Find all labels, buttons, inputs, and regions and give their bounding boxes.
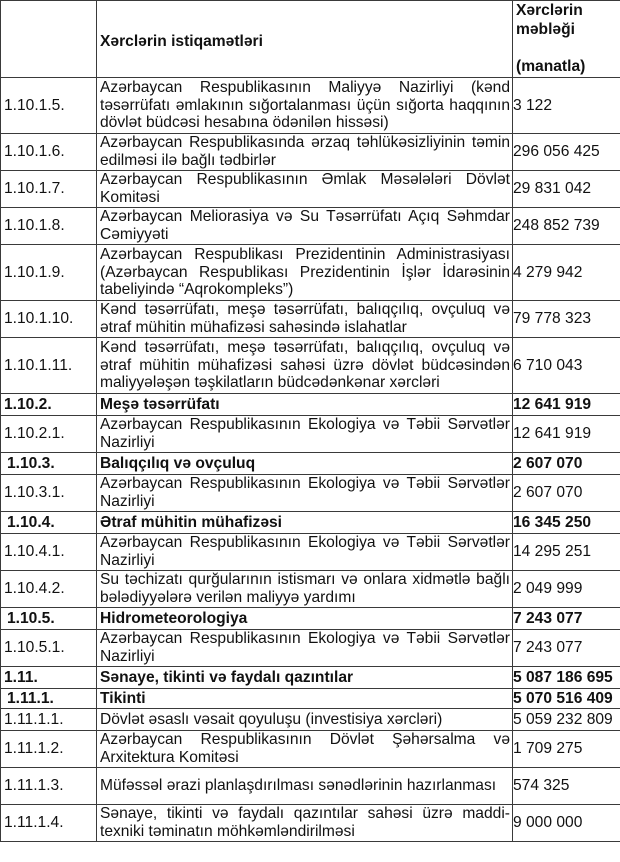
- row-amount: 5 087 186 695: [513, 667, 620, 689]
- table-section-row: [1, 512, 620, 534]
- table-section-row: [1, 689, 620, 709]
- table-section-row: [1, 667, 620, 689]
- row-description: Azərbaycan Respublikasının Ekologiya və Təbii Sərvətlər Nazirliyi: [97, 416, 513, 453]
- table-row: [1, 301, 620, 338]
- row-code: 1.10.4.: [1, 512, 97, 534]
- row-code: 1.10.3.: [1, 453, 97, 475]
- header-direction: Xərclərin istiqamətləri: [97, 1, 513, 78]
- row-amount: 574 325: [513, 768, 620, 805]
- row-description: Azərbaycan Respublikasının Ekologiya və Təbii Sərvətlər Nazirliyi: [97, 630, 513, 667]
- row-description: Azərbaycan Respublikasının Ekologiya və Təbii Sərvətlər Nazirliyi: [97, 534, 513, 571]
- row-amount: 29 831 042: [513, 171, 620, 208]
- row-description: Su təchizatı qurğularının istismarı və onlara xidmətlə bağlı bələdiyyələrə verilən maliyyə yardımı: [97, 571, 513, 608]
- table-row: [1, 416, 620, 453]
- row-description: Meşə təsərrüfatı: [97, 394, 513, 416]
- row-amount: 6 710 043: [513, 338, 620, 394]
- row-code: 1.10.1.5.: [1, 78, 97, 134]
- row-code: 1.10.1.7.: [1, 171, 97, 208]
- row-description: Azərbaycan Respublikasının Ekologiya və Təbii Sərvətlər Nazirliyi: [97, 475, 513, 512]
- header-amount-line1: Xərclərin: [516, 2, 583, 19]
- row-code: 1.10.1.11.: [1, 338, 97, 394]
- table-row: [1, 475, 620, 512]
- row-code: 1.10.1.10.: [1, 301, 97, 338]
- row-code: 1.10.1.9.: [1, 245, 97, 301]
- row-amount: 1 709 275: [513, 731, 620, 768]
- row-description: Kənd təsərrüfatı, meşə təsərrüfatı, balıqçılıq, ovçuluq və ətraf mühitin mühafizəsi sahəsində islahatlar: [97, 301, 513, 338]
- row-description: Azərbaycan Meliorasiya və Su Təsərrüfatı Açıq Səhmdar Cəmiyyəti: [97, 208, 513, 245]
- row-amount: 7 243 077: [513, 608, 620, 630]
- row-code: 1.10.5.1.: [1, 630, 97, 667]
- row-code: 1.11.1.: [1, 689, 97, 709]
- row-amount: 12 641 919: [513, 416, 620, 453]
- row-description: Azərbaycan Respublikası Prezidentinin Administrasiyası (Azərbaycan Respublikası Prezidentinin İşlər İdarəsinin tabeliyində “Aqrokompleks”): [97, 245, 513, 301]
- row-description: Sənaye, tikinti və faydalı qazıntılar sahəsi üzrə maddi-texniki təminatın möhkəmləndirilməsi: [97, 805, 513, 842]
- row-description: Sənaye, tikinti və faydalı qazıntılar: [97, 667, 513, 689]
- row-amount: 5 059 232 809: [513, 709, 620, 731]
- row-code: 1.10.4.2.: [1, 571, 97, 608]
- row-description: Azərbaycan Respublikasında ərzaq təhlükəsizliyinin təmin edilməsi ilə bağlı tədbirlər: [97, 134, 513, 171]
- table-section-row: [1, 453, 620, 475]
- table-row: [1, 134, 620, 171]
- row-code: 1.10.1.6.: [1, 134, 97, 171]
- row-code: 1.10.4.1.: [1, 534, 97, 571]
- table-row: [1, 171, 620, 208]
- row-code: 1.10.1.8.: [1, 208, 97, 245]
- row-amount: 5 070 516 409: [513, 689, 620, 709]
- table-row: [1, 630, 620, 667]
- row-code: 1.11.1.1.: [1, 709, 97, 731]
- row-amount: 4 279 942: [513, 245, 620, 301]
- row-description: Balıqçılıq və ovçuluq: [97, 453, 513, 475]
- table-row: [1, 338, 620, 394]
- row-code: 1.11.1.4.: [1, 805, 97, 842]
- row-amount: 2 607 070: [513, 453, 620, 475]
- row-amount: 248 852 739: [513, 208, 620, 245]
- table-row: [1, 571, 620, 608]
- table-row: [1, 805, 620, 842]
- row-description: Dövlət əsaslı vəsait qoyuluşu (investisiya xərcləri): [97, 709, 513, 731]
- table-row: [1, 245, 620, 301]
- row-description: Azərbaycan Respublikasının Əmlak Məsələləri Dövlət Komitəsi: [97, 171, 513, 208]
- row-code: 1.10.2.: [1, 394, 97, 416]
- row-code: 1.11.1.2.: [1, 731, 97, 768]
- row-description: Müfəssəl ərazi planlaşdırılması sənədlərinin hazırlanması: [97, 768, 513, 805]
- header-amount: [513, 1, 620, 78]
- row-description: Azərbaycan Respublikasının Dövlət Şəhərsalma və Arxitektura Komitəsi: [97, 731, 513, 768]
- row-amount: 79 778 323: [513, 301, 620, 338]
- table-row: [1, 78, 620, 134]
- row-amount: 3 122: [513, 78, 620, 134]
- header-amount-line2: məbləği: [516, 21, 575, 38]
- row-amount: 16 345 250: [513, 512, 620, 534]
- table-row: [1, 208, 620, 245]
- table-header-row: [1, 1, 620, 78]
- row-description: Hidrometeorologiya: [97, 608, 513, 630]
- table-row: [1, 534, 620, 571]
- row-amount: 2 049 999: [513, 571, 620, 608]
- table-row: [1, 709, 620, 731]
- row-amount: 2 607 070: [513, 475, 620, 512]
- row-description: Kənd təsərrüfatı, meşə təsərrüfatı, balıqçılıq, ovçuluq və ətraf mühitin mühafizəsi sahəsi üzrə dövlət büdcəsindən maliyyələşən təşkilatların büdcədənkənar xərcləri: [97, 338, 513, 394]
- header-code: [1, 1, 97, 78]
- row-amount: 12 641 919: [513, 394, 620, 416]
- row-code: 1.10.5.: [1, 608, 97, 630]
- table-row: [1, 768, 620, 805]
- row-code: 1.10.2.1.: [1, 416, 97, 453]
- row-code: 1.11.: [1, 667, 97, 689]
- table-section-row: [1, 608, 620, 630]
- table-section-row: [1, 394, 620, 416]
- row-code: 1.11.1.3.: [1, 768, 97, 805]
- row-description: Ətraf mühitin mühafizəsi: [97, 512, 513, 534]
- row-description: Tikinti: [97, 689, 513, 709]
- row-amount: 296 056 425: [513, 134, 620, 171]
- row-amount: 14 295 251: [513, 534, 620, 571]
- row-code: 1.10.3.1.: [1, 475, 97, 512]
- header-amount-unit: (manatla): [516, 58, 586, 75]
- row-amount: 7 243 077: [513, 630, 620, 667]
- row-description: Azərbaycan Respublikasının Maliyyə Nazirliyi (kənd təsərrüfatı əmlakının sığortalanması üçün sığorta haqqının dövlət büdcəsi hesabına ödənilən hissəsi): [97, 78, 513, 134]
- row-amount: 9 000 000: [513, 805, 620, 842]
- table-row: [1, 731, 620, 768]
